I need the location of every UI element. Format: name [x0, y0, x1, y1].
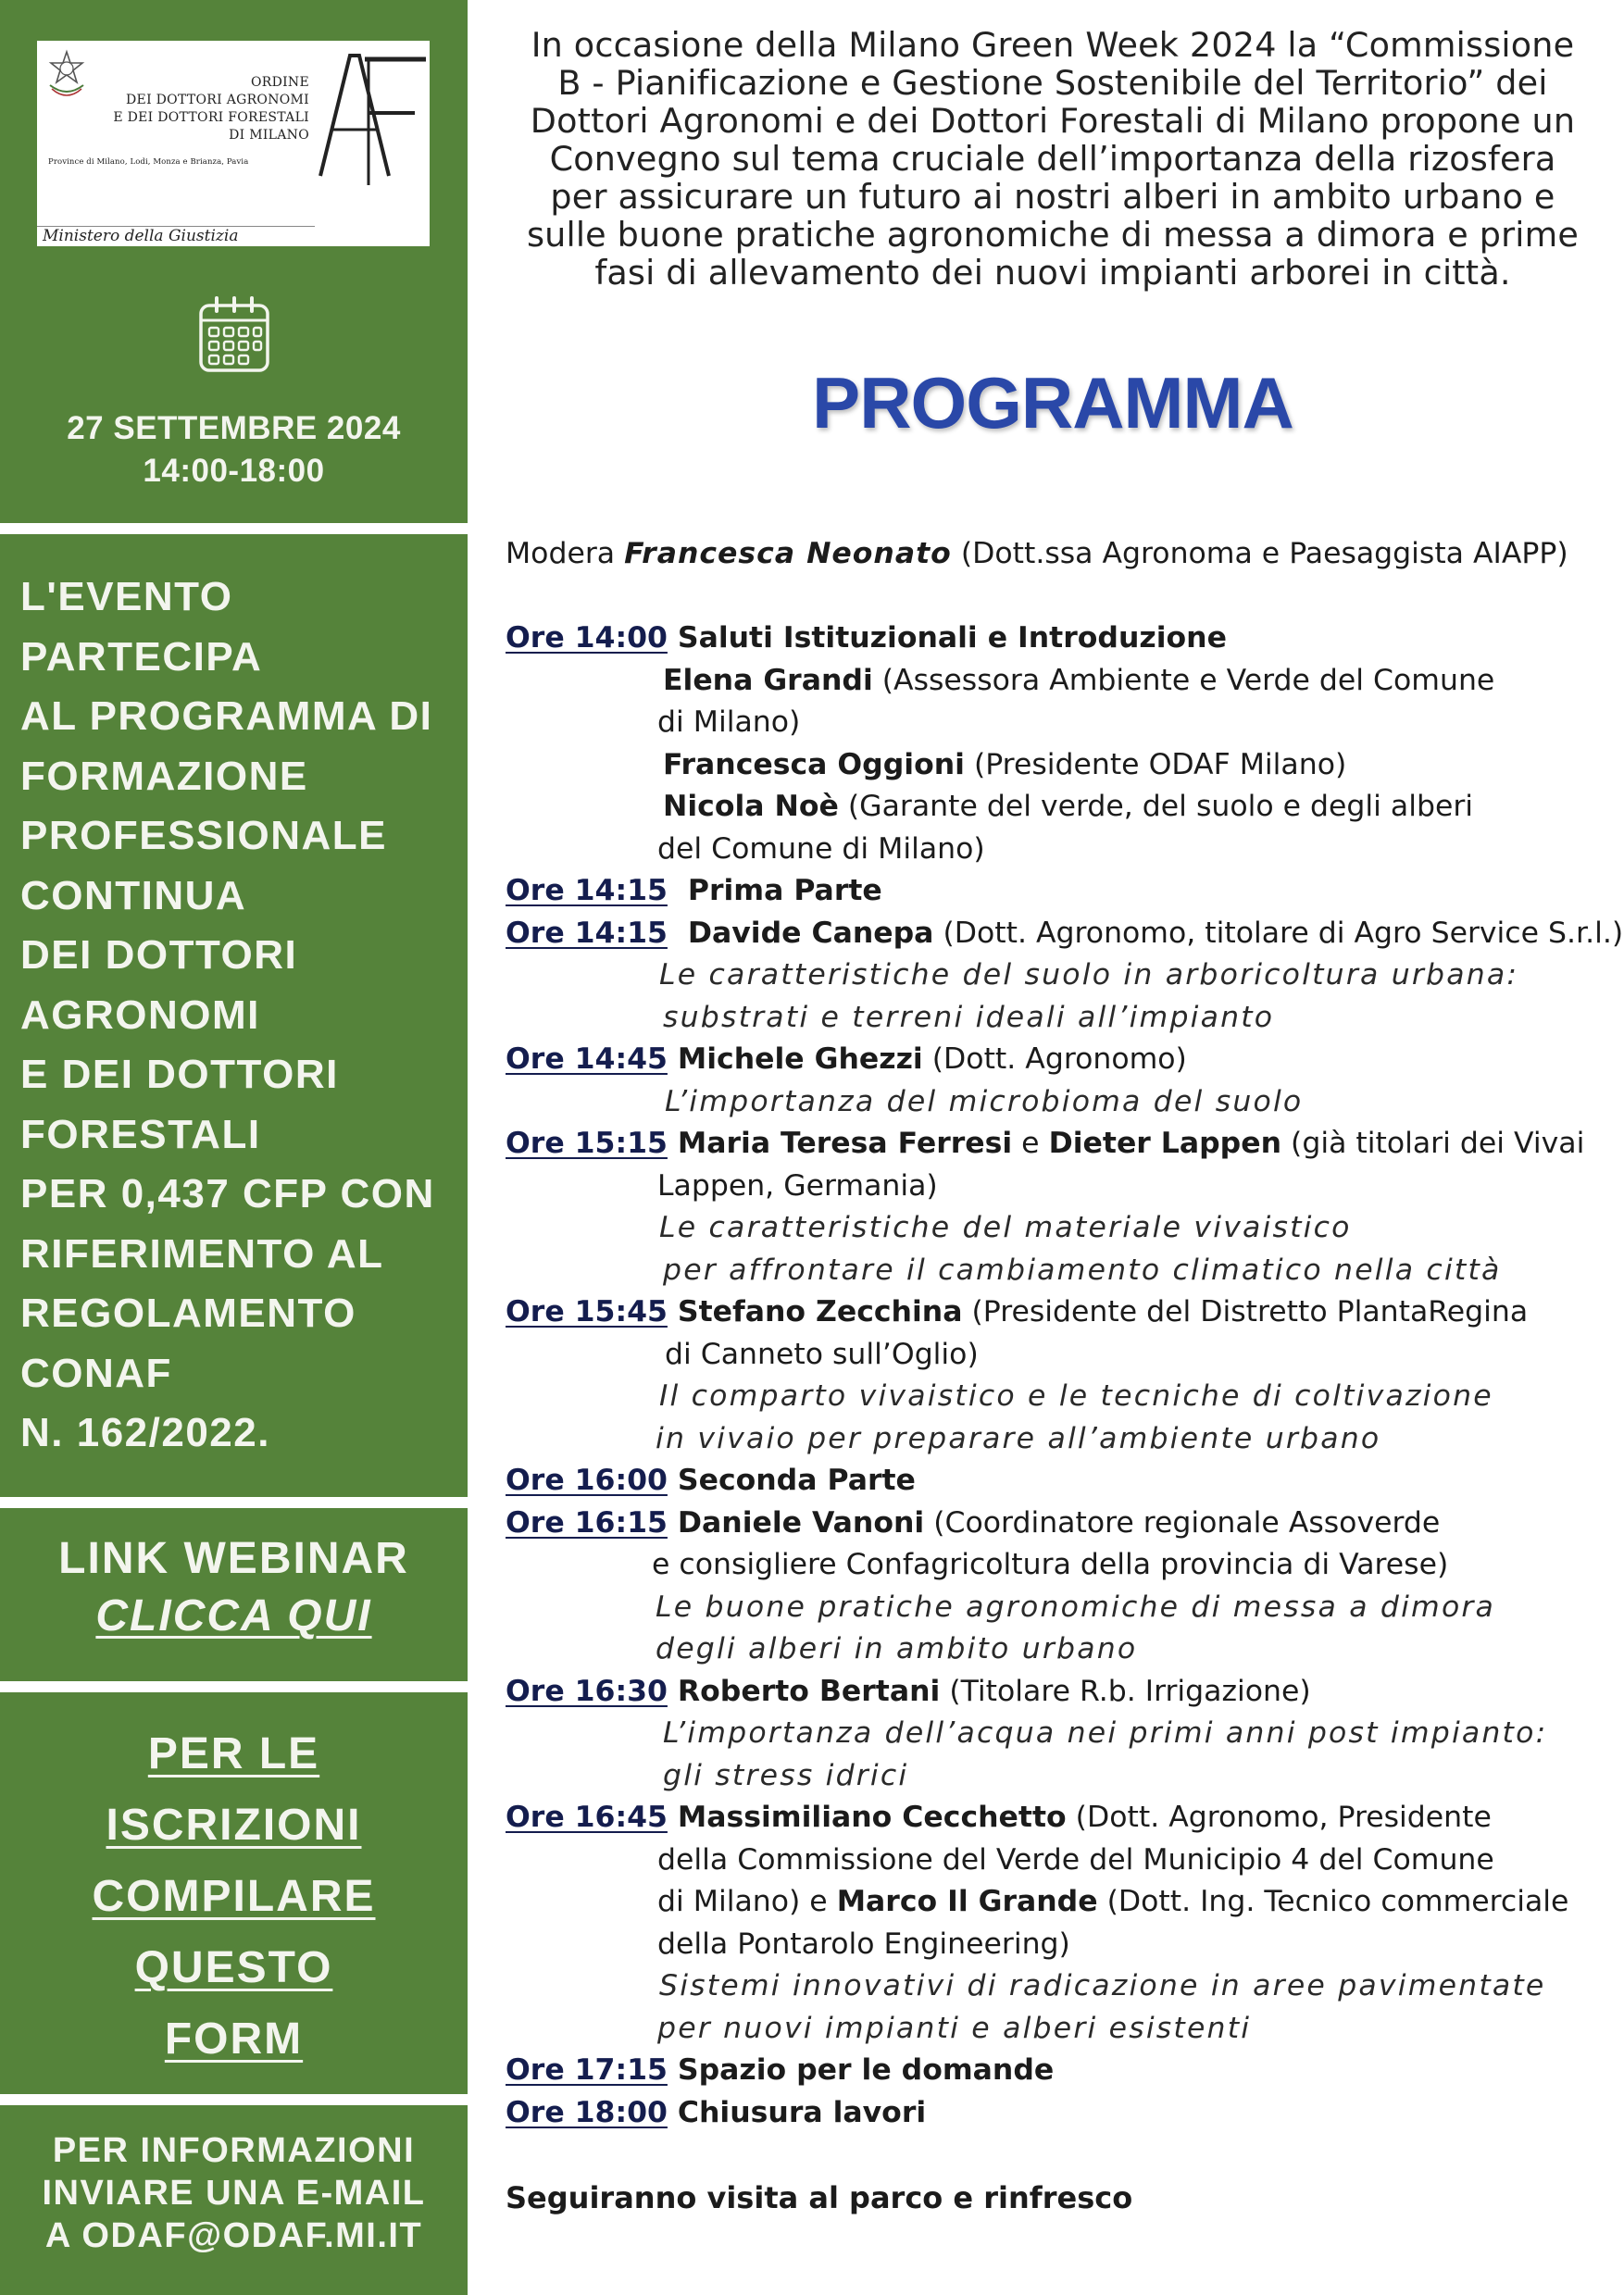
- cfp-info-block: [0, 534, 468, 1497]
- program-schedule: [506, 617, 1624, 2134]
- program-bold-text: Stefano Zecchina: [667, 1295, 963, 1328]
- talk-title: gli stress idrici: [663, 1758, 909, 1792]
- contact-info-block: [0, 2105, 468, 2295]
- cfp-line: AGRONOMI: [20, 992, 260, 1038]
- program-row: [506, 1713, 1617, 1755]
- program-bold-text: Chiusura lavori: [667, 2095, 927, 2129]
- program-row: [506, 1924, 1617, 1966]
- program-row: [506, 1755, 1617, 1798]
- webinar-block: [0, 1508, 468, 1681]
- event-date-time: [0, 407, 468, 493]
- organization-name-line: E DEI DOTTORI FORESTALI: [113, 110, 309, 125]
- program-text: (Dott. Agronomo, Presidente: [1066, 1801, 1492, 1834]
- program-text: (Garante del verde, del suolo e degli alberi: [838, 790, 1474, 823]
- moderator-prefix: Modera: [506, 537, 616, 570]
- program-bold-text: Seconda Parte: [667, 1464, 916, 1497]
- program-text: (già titolari dei Vivai: [1281, 1127, 1585, 1160]
- program-text: (Titolare R.b. Irrigazione): [940, 1674, 1311, 1708]
- intro-line: In occasione della Milano Green Week 2024 la “Commissione: [531, 25, 1575, 65]
- talk-title: in vivaio per preparare all’ambiente urbano: [656, 1421, 1381, 1455]
- talk-title: L’importanza del microbioma del suolo: [665, 1084, 1304, 1118]
- program-row: [506, 1628, 1617, 1671]
- program-text: (Assessora Ambiente e Verde del Comune: [872, 663, 1495, 697]
- talk-title: Le caratteristiche del suolo in arboricoltura urbana:: [659, 958, 1519, 992]
- registration-form-link: [0, 1718, 468, 2075]
- talk-title: Le buone pratiche agronomiche di messa a dimora: [656, 1590, 1496, 1624]
- program-row: [506, 1123, 1617, 1166]
- contact-info-line: A ODAF@ODAF.MI.IT: [44, 2216, 423, 2255]
- cfp-line: PER 0,437 CFP CON: [20, 1171, 435, 1216]
- program-time: Ore 14:15: [506, 916, 668, 950]
- program-time: Ore 14:15: [506, 874, 668, 907]
- program-row: [506, 1544, 1617, 1587]
- program-row: [506, 786, 1617, 829]
- program-text: del Comune di Milano): [657, 831, 985, 866]
- program-bold-text: Dieter Lappen: [1048, 1127, 1282, 1160]
- program-time: Ore 15:45: [506, 1295, 668, 1328]
- intro-line: per assicurare un futuro ai nostri alberi in ambito urbano e: [550, 177, 1555, 217]
- program-row: [506, 702, 1617, 744]
- programma-title: PROGRAMMA: [812, 362, 1293, 443]
- organization-name: [98, 74, 309, 144]
- talk-title: per affrontare il cambiamento climatico nella città: [663, 1253, 1502, 1287]
- program-row: [506, 1460, 1617, 1503]
- program-text: Lappen, Germania): [657, 1168, 938, 1203]
- talk-title: Le caratteristiche del materiale vivaistico: [659, 1211, 1352, 1244]
- intro-line: Dottori Agronomi e dei Dottori Forestali di Milano propone un: [530, 101, 1576, 141]
- cfp-line: CONAF: [20, 1350, 172, 1396]
- program-bold-text: Michele Ghezzi: [667, 1042, 923, 1076]
- event-date: 27 SETTEMBRE 2024: [67, 410, 401, 446]
- program-row: [506, 2050, 1617, 2092]
- moderator-role: (Dott.ssa Agronoma e Paesaggista AIAPP): [960, 537, 1568, 570]
- program-row: [506, 1503, 1617, 1545]
- talk-title: substrati e terreni ideali all’impianto: [663, 1000, 1275, 1034]
- webinar-link[interactable]: CLICCA QUI: [95, 1591, 372, 1640]
- cfp-line: CONTINUA: [20, 872, 247, 918]
- program-row: [506, 2008, 1617, 2051]
- program-row: [506, 1291, 1617, 1334]
- cfp-line: PROFESSIONALE: [20, 813, 387, 858]
- program-text: di Milano): [657, 705, 801, 739]
- event-time: 14:00-18:00: [143, 453, 325, 489]
- organization-name-line: ORDINE: [250, 75, 309, 90]
- program-bold-text: Davide Canepa: [667, 916, 934, 950]
- talk-title: L’importanza dell’acqua nei primi anni post impianto:: [663, 1716, 1548, 1750]
- talk-title: Sistemi innovativi di radicazione in aree pavimentate: [659, 1969, 1546, 2002]
- program-row: [506, 1081, 1617, 1124]
- program-bold-text: Massimiliano Cecchetto: [667, 1801, 1067, 1834]
- contact-info-text: [0, 2129, 468, 2257]
- program-text: (Dott. Agronomo): [922, 1042, 1187, 1076]
- program-row: [506, 660, 1617, 703]
- cfp-line: FORESTALI: [20, 1111, 261, 1157]
- program-row: [506, 1965, 1617, 2008]
- moderator-name: Francesca Neonato: [624, 537, 952, 570]
- program-row: [506, 617, 1617, 660]
- program-row: [506, 1587, 1617, 1629]
- af-monogram-icon: [311, 46, 430, 185]
- program-text: (Presidente ODAF Milano): [964, 747, 1347, 781]
- program-time: Ore 17:15: [506, 2053, 668, 2087]
- registration-form-link-line[interactable]: ISCRIZIONI: [106, 1801, 362, 1850]
- contact-info-line: PER INFORMAZIONI: [52, 2131, 416, 2170]
- intro-line: B - Pianificazione e Gestione Sostenibile del Territorio” dei: [557, 63, 1548, 103]
- talk-title: per nuovi impianti e alberi esistenti: [657, 2011, 1252, 2045]
- program-bold-text: Maria Teresa Ferresi: [667, 1127, 1013, 1160]
- program-row: [506, 1166, 1617, 1208]
- program-text: di Canneto sull’Oglio): [665, 1337, 979, 1371]
- program-bold-text: Prima Parte: [667, 874, 882, 907]
- program-bold-text: Francesca Oggioni: [663, 747, 965, 781]
- calendar-icon: [196, 294, 272, 374]
- cfp-line: FORMAZIONE: [20, 753, 308, 799]
- program-bold-text: Nicola Noè: [663, 790, 839, 823]
- program-text: della Commissione del Verde del Municipio 4 del Comune: [657, 1842, 1494, 1877]
- program-text: e consigliere Confagricoltura della provincia di Varese): [652, 1548, 1449, 1581]
- program-row: [506, 2092, 1617, 2135]
- program-text: e: [1012, 1127, 1049, 1160]
- program-time: Ore 16:45: [506, 1801, 668, 1834]
- cfp-line: DEI DOTTORI: [20, 932, 298, 978]
- cfp-line: REGOLAMENTO: [20, 1291, 356, 1336]
- contact-info-line: INVIARE UNA E-MAIL: [42, 2174, 426, 2213]
- talk-title: degli alberi in ambito urbano: [656, 1632, 1138, 1665]
- program-row: [506, 829, 1617, 871]
- organization-logo: [37, 41, 430, 246]
- closing-note: Seguiranno visita al parco e rinfresco: [506, 2180, 1133, 2215]
- registration-form-link-line[interactable]: FORM: [164, 2014, 304, 2064]
- sidebar: [0, 0, 468, 2295]
- program-row: [506, 1250, 1617, 1292]
- cfp-line: PARTECIPA: [20, 633, 263, 680]
- ministry-label: Ministero della Giustizia: [43, 227, 239, 245]
- registration-form-link-line[interactable]: PER LE: [147, 1729, 320, 1778]
- program-row: [506, 1334, 1617, 1377]
- program-row: [506, 1207, 1617, 1250]
- program-time: Ore 16:30: [506, 1674, 668, 1708]
- italian-emblem-icon: [43, 48, 91, 100]
- program-bold-text: Daniele Vanoni: [667, 1505, 925, 1540]
- program-text: (Dott. Agronomo, titolare di Agro Service S.r.l.): [933, 916, 1624, 950]
- cfp-line: L'EVENTO: [20, 574, 233, 619]
- intro-line: fasi di allevamento dei nuovi impianti arborei in città.: [594, 253, 1511, 293]
- program-bold-text: Elena Grandi: [663, 663, 873, 697]
- program-row: [506, 1671, 1617, 1714]
- talk-title: Il comparto vivaistico e le tecniche di coltivazione: [659, 1379, 1493, 1413]
- organization-provinces: Province di Milano, Lodi, Monza e Brianza, Pavia: [48, 157, 249, 167]
- program-bold-text: Roberto Bertani: [667, 1674, 941, 1708]
- sidebar-header-block: [0, 0, 468, 523]
- program-time: Ore 16:00: [506, 1464, 668, 1497]
- organization-name-line: DI MILANO: [229, 128, 309, 143]
- program-bold-text: Marco Il Grande: [836, 1885, 1098, 1918]
- cfp-text: [20, 568, 435, 1464]
- cfp-line: E DEI DOTTORI: [20, 1052, 339, 1097]
- program-row: [506, 1881, 1617, 1924]
- cfp-line: AL PROGRAMMA DI: [20, 693, 433, 739]
- webinar-link-wrapper: [0, 1588, 468, 1645]
- intro-paragraph: [493, 26, 1613, 292]
- program-time: Ore 18:00: [506, 2095, 668, 2129]
- program-text: (Dott. Ing. Tecnico commerciale: [1097, 1885, 1569, 1918]
- program-section: [506, 532, 1624, 2219]
- program-row: [506, 1039, 1617, 1081]
- program-text: (Presidente del Distretto PlantaRegina: [962, 1295, 1529, 1328]
- program-bold-text: Saluti Istituzionali e Introduzione: [667, 621, 1227, 655]
- program-time: Ore 14:45: [506, 1042, 668, 1076]
- program-text: della Pontarolo Engineering): [657, 1927, 1070, 1961]
- program-row: [506, 744, 1617, 787]
- program-time: Ore 15:15: [506, 1127, 668, 1160]
- spacer: [506, 575, 1617, 617]
- registration-block: [0, 1692, 468, 2094]
- program-row: [506, 1418, 1617, 1461]
- registration-form-link-line[interactable]: COMPILARE: [92, 1872, 376, 1921]
- cfp-line: RIFERIMENTO AL: [20, 1230, 384, 1277]
- program-time: Ore 16:15: [506, 1505, 668, 1540]
- program-row: [506, 954, 1617, 997]
- program-text: di Milano) e: [657, 1885, 837, 1918]
- program-row: [506, 870, 1617, 913]
- program-time: Ore 14:00: [506, 621, 668, 655]
- webinar-title: LINK WEBINAR: [58, 1534, 409, 1583]
- organization-name-line: DEI DOTTORI AGRONOMI: [126, 93, 309, 107]
- program-row: [506, 1840, 1617, 1882]
- program-row: [506, 913, 1624, 955]
- program-row: [506, 1376, 1617, 1418]
- intro-line: Convegno sul tema cruciale dell’importanza della rizosfera: [549, 139, 1556, 179]
- program-bold-text: Spazio per le domande: [667, 2053, 1055, 2087]
- cfp-line: N. 162/2022.: [20, 1410, 270, 1455]
- program-text: (Coordinatore regionale Assoverde: [924, 1505, 1441, 1540]
- moderator-line: [506, 532, 1617, 575]
- intro-line: sulle buone pratiche agronomiche di messa a dimora e prime: [526, 215, 1580, 255]
- registration-form-link-line[interactable]: QUESTO: [134, 1943, 333, 1992]
- program-row: [506, 1797, 1617, 1840]
- program-row: [506, 997, 1617, 1040]
